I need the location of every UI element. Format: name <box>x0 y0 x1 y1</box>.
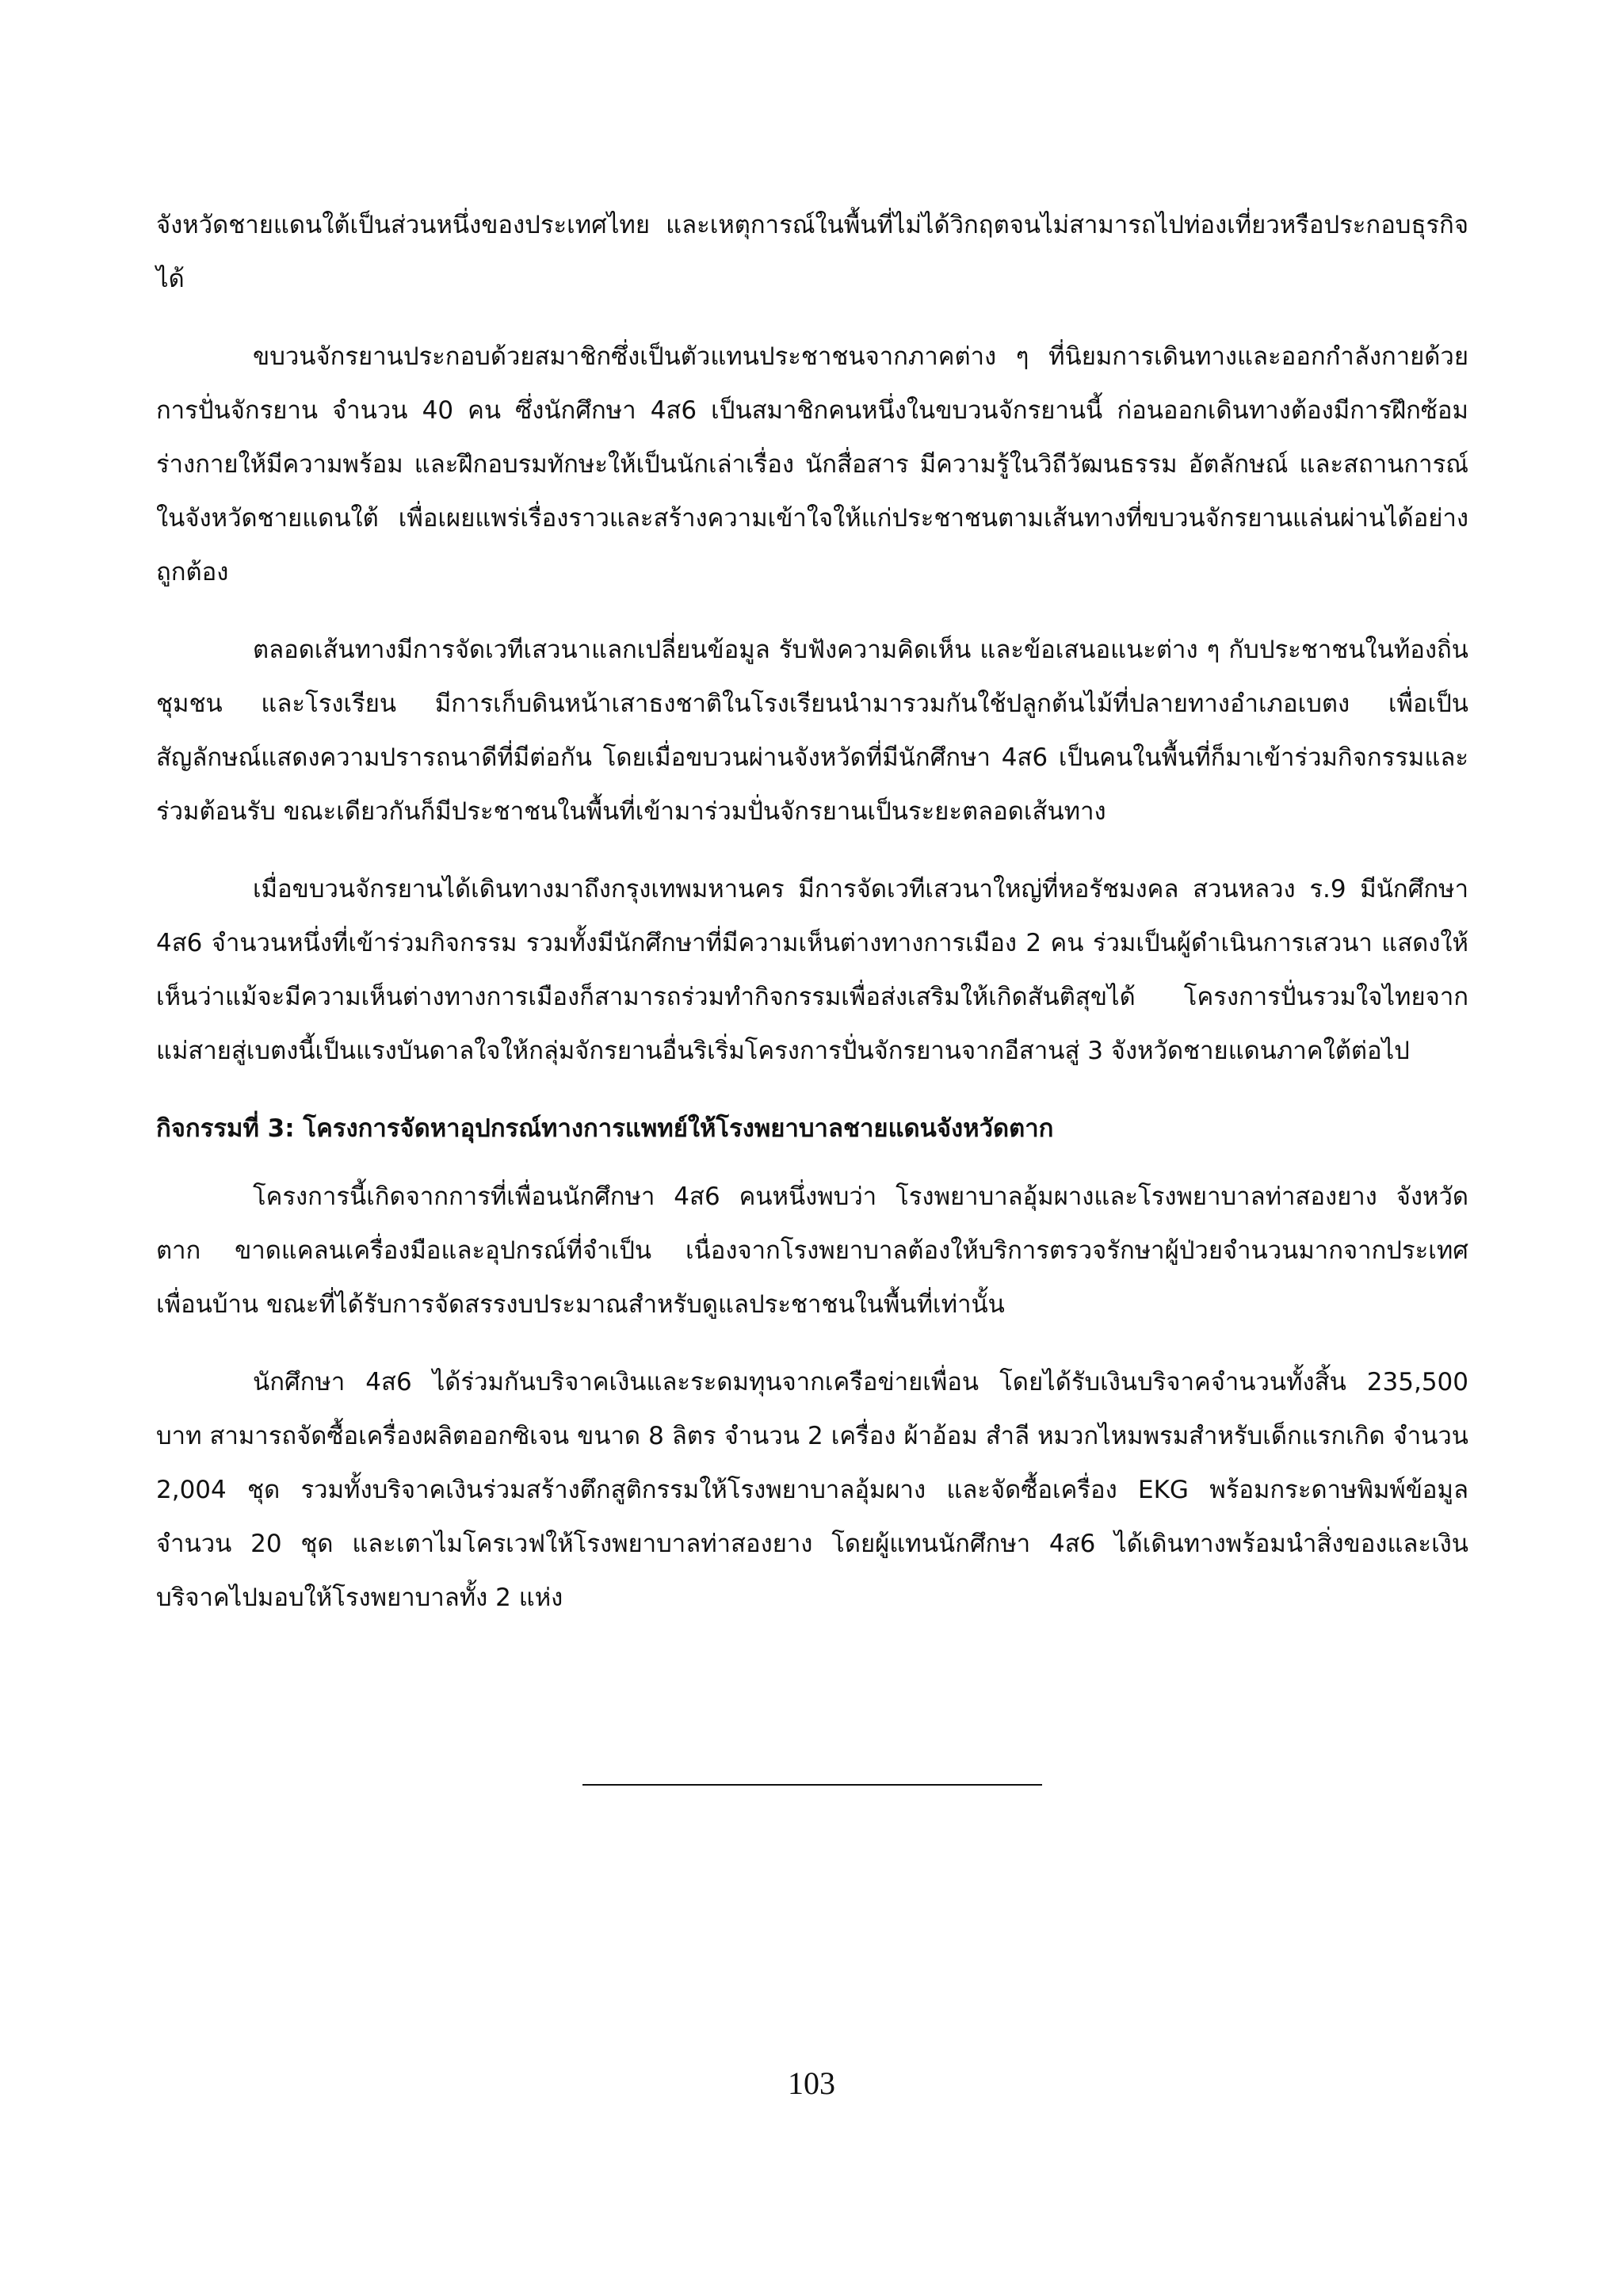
paragraph-hospital-shortage: โครงการนี้เกิดจากการที่เพื่อนนักศึกษา 4ส6 คนหนึ่งพบว่า โรงพยาบาลอุ้มผางและโรงพยาบาลท่าสองยาง จังหวัดตาก ขาดแคลนเครื่องมือและอุปกรณ์ที่จำเป็น เนื่องจากโรงพยาบาลต้องให้บริการตรวจรักษาผู้ป่วยจำนวนมากจากประเทศเพื่อนบ้าน ขณะที่ได้รับการจัดสรรงบประมาณสำหรับดูแลประชาชนในพื้นที่เท่านั้น <box>156 1182 1468 1319</box>
page-number: 103 <box>788 2065 835 2101</box>
paragraph-donations: นักศึกษา 4ส6 ได้ร่วมกันบริจาคเงินและระดมทุนจากเครือข่ายเพื่อน โดยได้รับเงินบริจาคจำนวนทั้งสิ้น 235,500 บาท สามารถจัดซื้อเครื่องผลิตออกซิเจน ขนาด 8 ลิตร จำนวน 2 เครื่อง ผ้าอ้อม สำลี หมวกไหมพรมสำหรับเด็กแรกเกิด จำนวน 2,004 ชุด รวมทั้งบริจาคเงินร่วมสร้างตึกสูติกรรมให้โรงพยาบาลอุ้มผาง และจัดซื้อเครื่อง EKG พร้อมกระดาษพิมพ์ข้อมูล จำนวน 20 ชุด และเตาไมโครเวฟให้โรงพยาบาลท่าสองยาง โดยผู้แทนนักศึกษา 4ส6 ได้เดินทางพร้อมนำสิ่งของและเงินบริจาคไปมอบให้โรงพยาบาลทั้ง 2 แห่ง <box>156 1368 1468 1612</box>
paragraph-bangkok-forum: เมื่อขบวนจักรยานได้เดินทางมาถึงกรุงเทพมหานคร มีการจัดเวทีเสวนาใหญ่ที่หอรัชมงคล สวนหลวง ร.9 มีนักศึกษา 4ส6 จำนวนหนึ่งที่เข้าร่วมกิจกรรม รวมทั้งมีนักศึกษาที่มีความเห็นต่างทางการเมือง 2 คน ร่วมเป็นผู้ดำเนินการเสวนา แสดงให้เห็นว่าแม้จะมีความเห็นต่างทางการเมืองก็สามารถร่วมทำกิจกรรมเพื่อส่งเสริมให้เกิดสันติสุขได้ โครงการปั่นรวมใจไทยจากแม่สายสู่เบตงนี้เป็นแรงบันดาลใจให้กลุ่มจักรยานอื่นริเริ่มโครงการปั่นจักรยานจากอีสานสู่ 3 จังหวัดชายแดนภาคใต้ต่อไป <box>156 875 1468 1065</box>
paragraph-continuation: จังหวัดชายแดนใต้เป็นส่วนหนึ่งของประเทศไทย และเหตุการณ์ในพื้นที่ไม่ได้วิกฤตจนไม่สามารถไปท่องเที่ยวหรือประกอบธุรกิจได้ <box>156 211 1468 293</box>
page-body <box>156 198 1468 1648</box>
section-heading-activity-3: กิจกรรมที่ 3: โครงการจัดหาอุปกรณ์ทางการแพทย์ให้โรงพยาบาลชายแดนจังหวัดตาก <box>156 1114 1054 1143</box>
paragraph-route-forums: ตลอดเส้นทางมีการจัดเวทีเสวนาแลกเปลี่ยนข้อมูล รับฟังความคิดเห็น และข้อเสนอแนะต่าง ๆ กับประชาชนในท้องถิ่น ชุมชน และโรงเรียน มีการเก็บดินหน้าเสาธงชาติในโรงเรียนนำมารวมกันใช้ปลูกต้นไม้ที่ปลายทางอำเภอเบตง เพื่อเป็นสัญลักษณ์แสดงความปรารถนาดีที่มีต่อกัน โดยเมื่อขบวนผ่านจังหวัดที่มีนักศึกษา 4ส6 เป็นคนในพื้นที่ก็มาเข้าร่วมกิจกรรมและร่วมต้อนรับ ขณะเดียวกันก็มีประชาชนในพื้นที่เข้ามาร่วมปั่นจักรยานเป็นระยะตลอดเส้นทาง <box>156 636 1468 826</box>
paragraph-bicycle-team: ขบวนจักรยานประกอบด้วยสมาชิกซึ่งเป็นตัวแทนประชาชนจากภาคต่าง ๆ ที่นิยมการเดินทางและออกกำลังกายด้วยการปั่นจักรยาน จำนวน 40 คน ซึ่งนักศึกษา 4ส6 เป็นสมาชิกคนหนึ่งในขบวนจักรยานนี้ ก่อนออกเดินทางต้องมีการฝึกซ้อมร่างกายให้มีความพร้อม และฝึกอบรมทักษะให้เป็นนักเล่าเรื่อง นักสื่อสาร มีความรู้ในวิถีวัฒนธรรม อัตลักษณ์ และสถานการณ์ในจังหวัดชายแดนใต้ เพื่อเผยแพร่เรื่องราวและสร้างความเข้าใจให้แก่ประชาชนตามเส้นทางที่ขบวนจักรยานแล่นผ่านได้อย่างถูกต้อง <box>156 342 1468 586</box>
footnote-divider <box>582 1784 1042 1786</box>
